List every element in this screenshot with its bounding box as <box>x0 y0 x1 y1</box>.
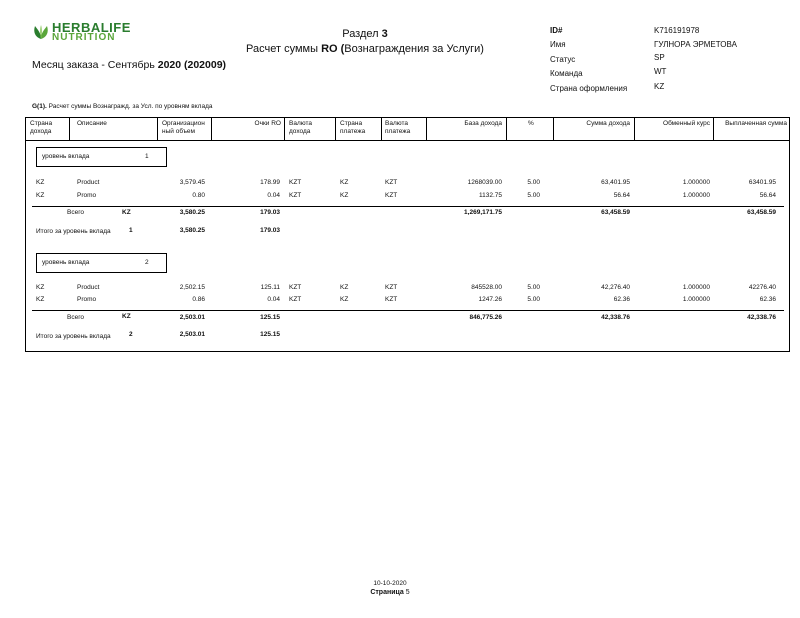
cell-paid-amount: 62.36 <box>759 296 776 303</box>
col-header-org-volume: Организацион ный объем <box>162 120 205 135</box>
section-number: 3 <box>381 28 388 40</box>
calc-title-suffix: Вознаграждения за Услуги) <box>344 43 484 55</box>
calc-title <box>220 43 510 55</box>
col-header-ro-points: Очки RO <box>254 120 281 127</box>
col-divider <box>506 117 507 140</box>
leaf-icon <box>32 24 50 40</box>
cell-payment-country: KZ <box>340 179 349 186</box>
col-header-country: Страна дохода <box>30 120 53 135</box>
cell-income-base: 1268039.00 <box>467 179 502 186</box>
subtotal-org-volume: 2,503.01 <box>179 331 205 338</box>
total-paid-amount: 63,458.59 <box>747 209 776 216</box>
cell-country: KZ <box>36 179 45 186</box>
cell-percent: 5.00 <box>527 192 540 199</box>
cell-paid-amount: 42276.40 <box>748 284 776 291</box>
info-value-status: SP <box>654 53 665 62</box>
info-label-id: ID# <box>550 26 563 35</box>
cell-country: KZ <box>36 296 45 303</box>
logo-text-herbalife: HERBALIFE <box>52 20 131 35</box>
section-label: Раздел <box>342 28 379 40</box>
cell-description: Promo <box>77 192 97 199</box>
total-income-amount: 63,458.59 <box>601 209 630 216</box>
calc-title-ro: RO ( <box>321 43 345 55</box>
col-divider <box>553 117 554 140</box>
cell-ro-points: 125.11 <box>260 284 280 291</box>
cell-ro-points: 0.04 <box>267 296 280 303</box>
total-divider <box>32 206 784 207</box>
group-title <box>32 103 212 110</box>
order-month <box>32 59 226 71</box>
cell-org-volume: 0.80 <box>192 192 205 199</box>
level-number: 2 <box>145 259 149 266</box>
level-box <box>36 147 167 167</box>
col-header-percent: % <box>528 120 534 127</box>
info-label-status: Статус <box>550 55 576 64</box>
section-title <box>300 28 430 40</box>
info-label-team: Команда <box>550 69 583 78</box>
cell-income-amount: 62.36 <box>613 296 630 303</box>
cell-payment-country: KZ <box>340 284 349 291</box>
cell-description: Product <box>77 284 100 291</box>
total-paid-amount: 42,338.76 <box>747 314 776 321</box>
cell-country: KZ <box>36 284 45 291</box>
total-income-amount: 42,338.76 <box>601 314 630 321</box>
cell-payment-country: KZ <box>340 296 349 303</box>
footer-date: 10-10-2020 <box>373 580 407 587</box>
subtotal-level-number: 2 <box>129 331 133 338</box>
cell-percent: 5.00 <box>527 296 540 303</box>
subtotal-org-volume: 3,580.25 <box>179 227 205 234</box>
cell-exchange-rate: 1.000000 <box>682 179 710 186</box>
group-code: G(1). <box>32 103 47 110</box>
total-country: KZ <box>122 313 131 320</box>
col-header-income-amount: Сумма дохода <box>586 120 630 127</box>
cell-income-currency: KZT <box>289 296 302 303</box>
cell-payment-currency: KZT <box>385 284 398 291</box>
col-divider <box>284 117 285 140</box>
col-header-description: Описание <box>77 120 107 127</box>
total-income-base: 1,269,171.75 <box>464 209 502 216</box>
calc-title-prefix: Расчет суммы <box>246 43 318 55</box>
order-month-code: 2020 (202009) <box>157 59 227 71</box>
page-number: 5 <box>405 589 410 596</box>
group-description: Расчет суммы Вознагражд. за Усл. по уровням вклада <box>48 103 213 110</box>
total-label: Всего <box>67 209 85 216</box>
col-divider <box>381 117 382 140</box>
cell-ro-points: 178.99 <box>260 179 280 186</box>
col-divider <box>335 117 336 140</box>
total-income-base: 846,775.26 <box>469 314 502 321</box>
col-divider <box>69 117 70 140</box>
info-label-country: Страна оформления <box>550 84 628 93</box>
cell-income-currency: KZT <box>289 192 302 199</box>
page-label: Страница <box>370 589 404 596</box>
cell-exchange-rate: 1.000000 <box>682 284 710 291</box>
info-value-country: KZ <box>654 82 665 91</box>
cell-org-volume: 2,502.15 <box>179 284 205 291</box>
cell-ro-points: 0.04 <box>267 192 280 199</box>
col-divider <box>211 117 212 140</box>
cell-paid-amount: 56.64 <box>759 192 776 199</box>
cell-exchange-rate: 1.000000 <box>682 296 710 303</box>
cell-payment-currency: KZT <box>385 192 398 199</box>
level-number: 1 <box>145 153 149 160</box>
cell-income-base: 1247.26 <box>478 296 502 303</box>
logo-text-nutrition: NUTRITION <box>52 32 116 43</box>
footer-page <box>350 589 430 596</box>
order-month-name: Сентябрь <box>107 59 155 71</box>
cell-description: Promo <box>77 296 97 303</box>
total-org-volume: 3,580.25 <box>179 209 205 216</box>
col-header-income-base: База дохода <box>464 120 502 127</box>
subtotal-label: Итого за уровень вклада <box>36 333 111 340</box>
subtotal-ro-points: 125.15 <box>260 331 280 338</box>
cell-payment-currency: KZT <box>385 179 398 186</box>
total-country: KZ <box>122 209 131 216</box>
col-divider <box>426 117 427 140</box>
cell-country: KZ <box>36 192 45 199</box>
cell-exchange-rate: 1.000000 <box>682 192 710 199</box>
total-ro-points: 125.15 <box>260 314 280 321</box>
herbalife-logo <box>32 22 142 44</box>
info-value-id: K716191978 <box>654 26 700 35</box>
total-ro-points: 179.03 <box>260 209 280 216</box>
col-header-payment-currency: Валюта платежа <box>385 120 411 135</box>
cell-income-currency: KZT <box>289 284 302 291</box>
col-header-paid-amount: Выплаченная сумма <box>725 120 787 127</box>
cell-description: Product <box>77 179 100 186</box>
cell-percent: 5.00 <box>527 179 540 186</box>
cell-percent: 5.00 <box>527 284 540 291</box>
info-value-team: WT <box>654 67 667 76</box>
header-divider <box>25 140 790 141</box>
info-value-name: ГУЛНОРА ЭРМЕТОВА <box>654 40 737 49</box>
total-divider <box>32 310 784 311</box>
cell-paid-amount: 63401.95 <box>748 179 776 186</box>
level-label: уровень вклада <box>42 259 90 266</box>
cell-org-volume: 3,579.45 <box>179 179 205 186</box>
level-box <box>36 253 167 273</box>
cell-payment-country: KZ <box>340 192 349 199</box>
col-header-payment-country: Страна платежа <box>340 120 366 135</box>
col-header-income-currency: Валюта дохода <box>289 120 312 135</box>
col-divider <box>634 117 635 140</box>
cell-income-amount: 42,276.40 <box>601 284 630 291</box>
level-label: уровень вклада <box>42 153 90 160</box>
cell-income-base: 845528.00 <box>471 284 502 291</box>
cell-income-amount: 56.64 <box>613 192 630 199</box>
info-label-name: Имя <box>550 40 566 49</box>
order-month-label: Месяц заказа - <box>32 59 105 71</box>
total-org-volume: 2,503.01 <box>179 314 205 321</box>
cell-org-volume: 0.86 <box>192 296 205 303</box>
subtotal-level-number: 1 <box>129 227 133 234</box>
col-header-exchange-rate: Обменный курс <box>663 120 710 127</box>
total-label: Всего <box>67 314 85 321</box>
col-divider <box>157 117 158 140</box>
cell-income-currency: KZT <box>289 179 302 186</box>
subtotal-label: Итого за уровень вклада <box>36 228 111 235</box>
cell-payment-currency: KZT <box>385 296 398 303</box>
cell-income-amount: 63,401.95 <box>601 179 630 186</box>
subtotal-ro-points: 179.03 <box>260 227 280 234</box>
cell-income-base: 1132.75 <box>478 192 502 199</box>
